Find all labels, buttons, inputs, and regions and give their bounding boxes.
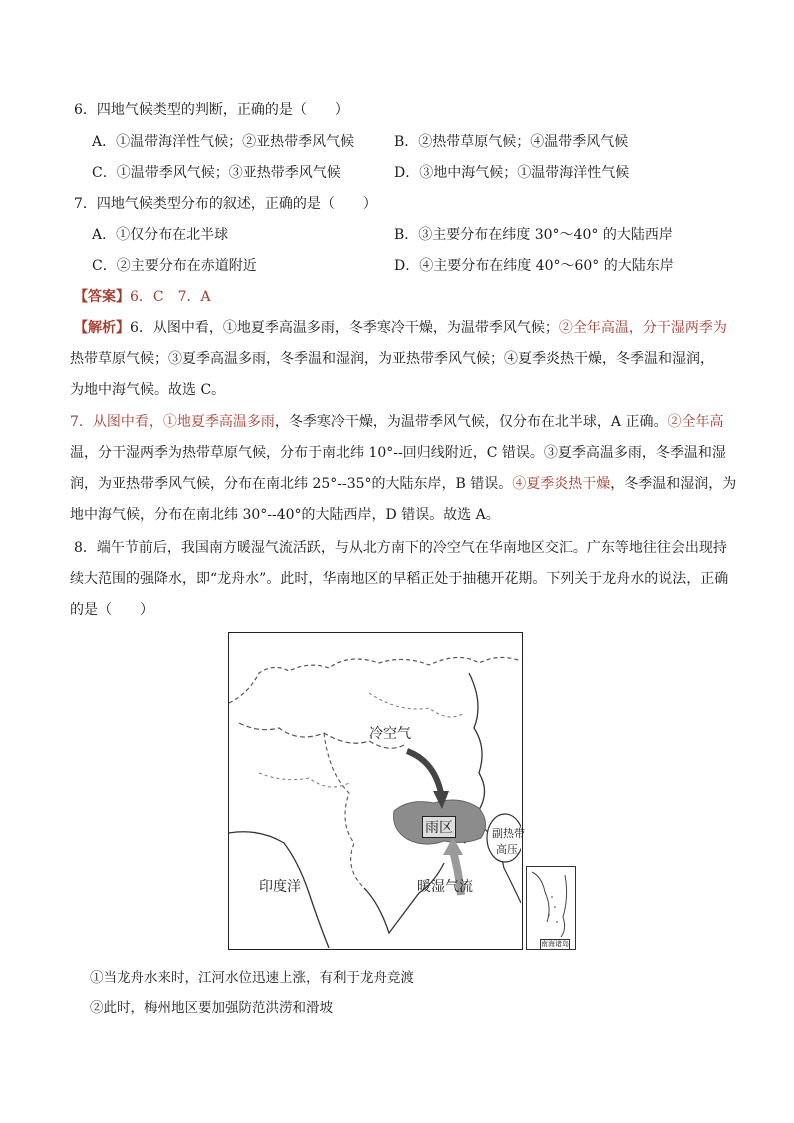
subtropical-high-label-1: 副热带 xyxy=(492,827,525,840)
analysis-q7-text-1c: ，冬季寒冷干燥，为温带季风气候，仅分布在北半球，A 正确。 xyxy=(274,414,668,430)
monsoon-map xyxy=(228,632,523,950)
q6-stem: 6．四地气候类型的判断，正确的是（ ） xyxy=(74,102,349,118)
analysis-q7-text-1d: ②全年高 xyxy=(667,414,724,430)
ocean-label: 印度洋 xyxy=(259,879,301,895)
analysis-q7-line-2: 温，分干湿两季为热带草原气候，分布于南北纬 10°--回归线附近，C 错误。③夏季高温多雨，冬季温和湿 xyxy=(70,445,726,461)
analysis-line-1 xyxy=(74,318,727,338)
q7-option-b: B．③主要分布在纬度 30°～40° 的大陆西岸 xyxy=(394,227,673,243)
analysis-line-2: 热带草原气候；③夏季高温多雨，冬季温和湿润，为亚热带季风气候；④夏季炎热干燥，冬季温和湿润， xyxy=(70,351,714,367)
q6-option-d: D．③地中海气候；①温带海洋性气候 xyxy=(394,165,630,181)
inset-label: 南海诸岛 xyxy=(541,940,569,948)
cold-air-label: 冷空气 xyxy=(369,726,411,742)
q7-option-c: C．②主要分布在赤道附近 xyxy=(92,258,257,274)
q6-option-a: A．①温带海洋性气候；②亚热带季风气候 xyxy=(92,134,355,150)
inset-outline xyxy=(527,867,575,949)
warm-flow-label: 暖湿气流 xyxy=(417,879,473,895)
q8-stem-line-1: 8．端午节前后，我国南方暖湿气流活跃，与从北方南下的冷空气在华南地区交汇。广东等地往往会出现持 xyxy=(74,540,727,556)
analysis-text-1a: 6．从图中看，①地夏季高温多雨，冬季寒冷干燥，为温带季风气候； xyxy=(130,320,559,336)
q7-option-a: A．①仅分布在北半球 xyxy=(92,227,229,243)
rain-zone-label: 雨区 xyxy=(422,816,456,838)
q6-option-c: C．①温带季风气候；③亚热带季风气候 xyxy=(92,165,341,181)
answer-line xyxy=(74,287,211,307)
q8-stem-line-2: 续大范围的强降水，即“龙舟水”。此时，华南地区的早稻正处于抽穗开花期。下列关于龙舟水的说法，正确 xyxy=(70,571,729,587)
analysis-q7-text-3c: ，冬季温和湿润，为 xyxy=(610,476,737,492)
q8-stem-line-3: 的是（ ） xyxy=(70,602,154,618)
map-outline xyxy=(229,633,521,948)
analysis-q7-line-4: 地中海气候，分布在南北纬 30°--40°的大陆西岸，D 错误。故选 A。 xyxy=(70,507,500,523)
q7-stem: 7．四地气候类型分布的叙述，正确的是（ ） xyxy=(74,196,377,212)
q7-option-d: D．④主要分布在纬度 40°～60° 的大陆东岸 xyxy=(394,258,674,274)
analysis-q7-text-1b: ①地夏季高温多雨 xyxy=(162,414,275,430)
analysis-text-1b: ②全年高温，分干湿两季为 xyxy=(558,320,727,336)
analysis-q7-line-3 xyxy=(70,474,736,494)
analysis-label: 【解析】 xyxy=(74,320,130,336)
analysis-q7-text-1a: 7．从图中看， xyxy=(70,414,163,430)
analysis-line-3: 为地中海气候。故选 C。 xyxy=(70,382,226,398)
answer-text: 6．C 7．A xyxy=(130,289,211,305)
analysis-q7-text-3b: ④夏季炎热干燥 xyxy=(512,476,611,492)
statement-1: ①当龙舟水来时，江河水位迅速上涨，有利于龙舟竞渡 xyxy=(90,970,414,986)
q6-option-b: B．②热带草原气候；④温带季风气候 xyxy=(394,134,629,150)
subtropical-high-label-2: 高压 xyxy=(496,843,518,856)
statement-2: ②此时，梅州地区要加强防范洪涝和滑坡 xyxy=(90,1000,333,1016)
analysis-q7-line-1 xyxy=(70,412,723,432)
answer-label: 【答案】 xyxy=(74,289,130,305)
south-china-sea-inset xyxy=(526,866,576,950)
analysis-q7-text-3a: 润，为亚热带季风气候，分布在南北纬 25°--35°的大陆东岸，B 错误。 xyxy=(70,476,513,492)
